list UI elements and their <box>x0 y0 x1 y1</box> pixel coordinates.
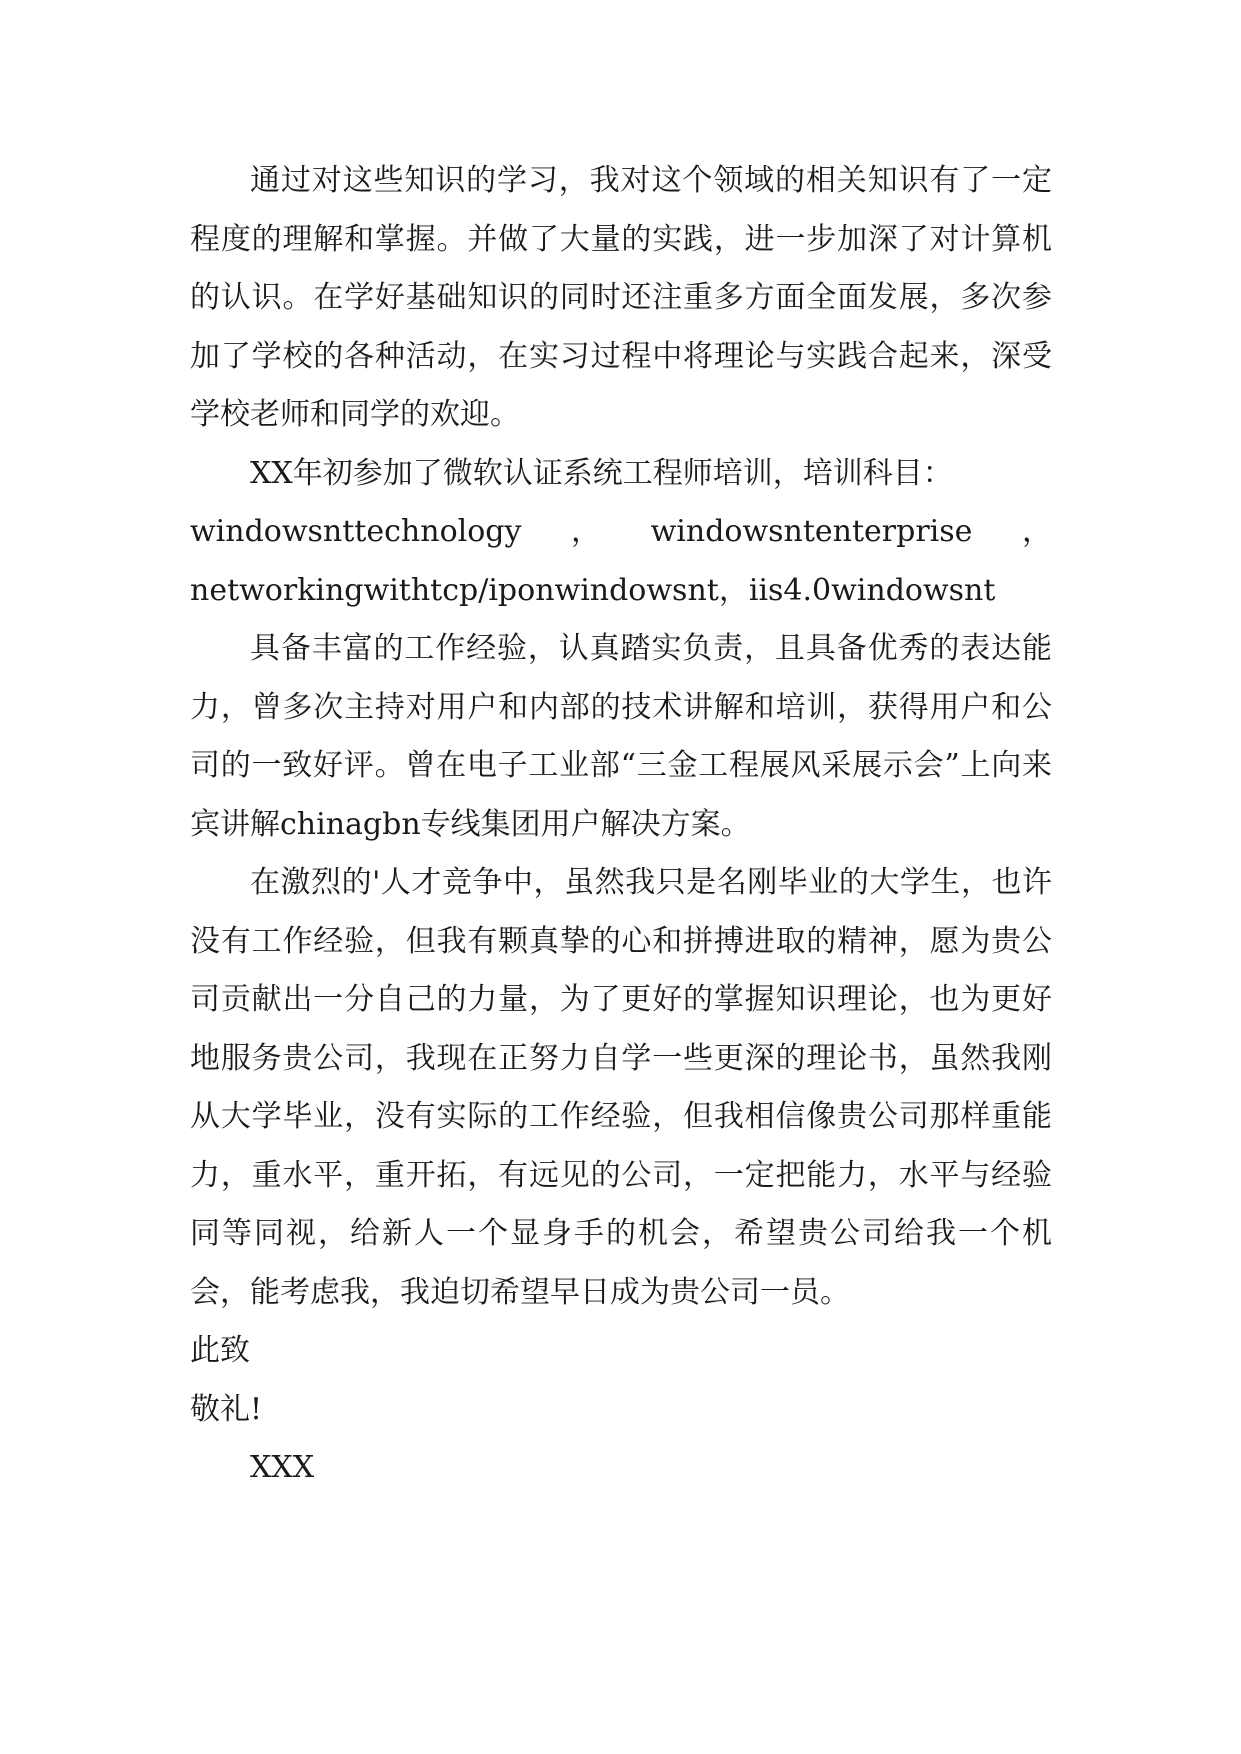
course-separator: ， <box>571 514 602 549</box>
course-networking-iis: networkingwithtcp/iponwindowsnt，ⅱs4.0windowsnt <box>190 572 996 608</box>
training-intro: XX年初参加了微软认证系统工程师培训，培训科目： <box>250 455 953 491</box>
paragraph-motivation: 在激烈的'人才竞争中，虽然我只是名刚毕业的大学生，也许没有工作经验，但我有颗真挚的心和拼搏进取的精神，愿为贵公司贡献出一分自己的力量，为了更好的掌握知识理论，也为更好地服务贵公司，我现在正努力自学一些更深的理论书，虽然我刚从大学毕业，没有实际的工作经验，但我相信像贵公司那样重能力，重水平，重开拓，有远见的公司，一定把能力，水平与经验同等同视，给新人一个显身手的机会，希望贵公司给我一个机会，能考虑我，我迫切希望早日成为贵公司一员。 <box>190 865 1052 1310</box>
closing-salutation: 此致 <box>190 1333 250 1368</box>
paragraph-study: 通过对这些知识的学习，我对这个领域的相关知识有了一定程度的理解和掌握。并做了大量的实践，进一步加深了对计算机的认识。在学好基础知识的同时还注重多方面全面发展，多次参加了学校的各种活动，在实习过程中将理论与实践合起来，深受学校老师和同学的欢迎。 <box>190 163 1052 432</box>
letter-body <box>190 152 1052 1498</box>
signature: XXX <box>250 1450 315 1485</box>
course-nt-technology: windowsnttechnology <box>190 514 522 549</box>
training-courses-line-1 <box>190 503 1052 562</box>
course-separator: ， <box>1022 514 1052 549</box>
training-courses-line-2 <box>190 562 1052 621</box>
course-nt-enterprise: windowsntenterprise <box>650 514 973 549</box>
paragraph-experience: 具备丰富的工作经验，认真踏实负责，且具备优秀的表达能力，曾多次主持对用户和内部的技术讲解和培训，获得用户和公司的一致好评。曾在电子工业部“三金工程展风采展示会”上向来宾讲解chinagbn专线集团用户解决方案。 <box>190 631 1052 842</box>
paragraph-training <box>190 445 1052 621</box>
closing-regards: 敬礼! <box>190 1391 263 1427</box>
